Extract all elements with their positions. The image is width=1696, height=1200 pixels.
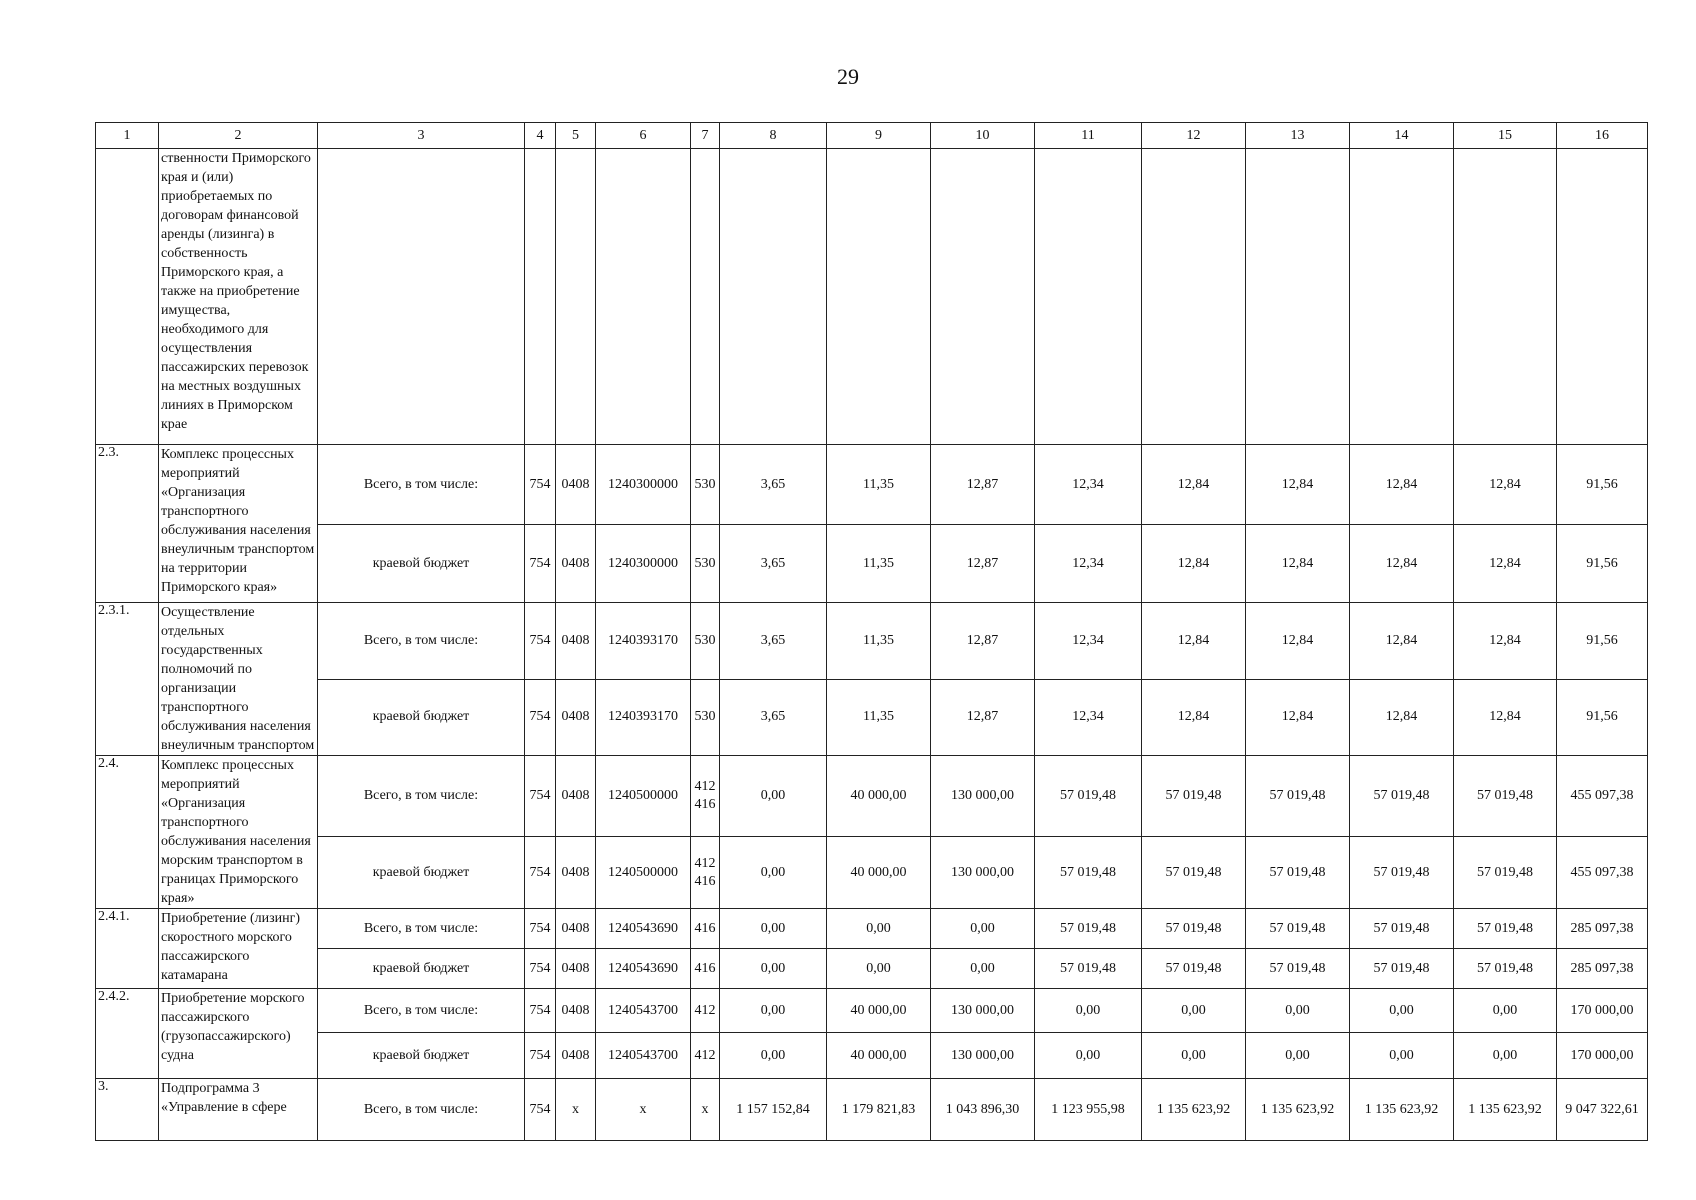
amount-col-10: 12,87	[931, 679, 1035, 756]
funding-source: краевой бюджет	[318, 679, 525, 756]
amount-col-10: 0,00	[931, 909, 1035, 949]
amount-col-9: 11,35	[827, 445, 931, 525]
amount-col-16: 9 047 322,61	[1557, 1079, 1648, 1141]
amount-col-8: 3,65	[720, 603, 827, 680]
column-header-14: 14	[1350, 123, 1454, 149]
column-header-6: 6	[596, 123, 691, 149]
code-ministry: 754	[525, 756, 556, 837]
column-header-1: 1	[96, 123, 159, 149]
amount-col-14: 57 019,48	[1350, 909, 1454, 949]
amount-col-11: 57 019,48	[1035, 909, 1142, 949]
amount-col-14: 12,84	[1350, 445, 1454, 525]
row-number: 2.4.2.	[96, 989, 159, 1079]
budget-table	[95, 122, 1648, 1141]
amount-col-13: 0,00	[1246, 989, 1350, 1033]
funding-source: краевой бюджет	[318, 525, 525, 603]
empty-cell	[931, 149, 1035, 445]
empty-cell	[1142, 149, 1246, 445]
amount-col-10: 130 000,00	[931, 837, 1035, 909]
funding-source: Всего, в том числе:	[318, 603, 525, 680]
amount-col-11: 12,34	[1035, 603, 1142, 680]
amount-col-8: 3,65	[720, 445, 827, 525]
amount-col-14: 1 135 623,92	[1350, 1079, 1454, 1141]
empty-cell	[596, 149, 691, 445]
code-ministry: 754	[525, 837, 556, 909]
amount-col-11: 0,00	[1035, 1033, 1142, 1079]
amount-col-9: 11,35	[827, 603, 931, 680]
empty-cell	[691, 149, 720, 445]
amount-col-8: 3,65	[720, 525, 827, 603]
column-header-4: 4	[525, 123, 556, 149]
funding-source: краевой бюджет	[318, 949, 525, 989]
funding-source: Всего, в том числе:	[318, 756, 525, 837]
amount-col-11: 12,34	[1035, 679, 1142, 756]
amount-col-15: 12,84	[1454, 525, 1557, 603]
code-ministry: 754	[525, 679, 556, 756]
column-header-9: 9	[827, 123, 931, 149]
amount-col-12: 57 019,48	[1142, 837, 1246, 909]
amount-col-12: 12,84	[1142, 679, 1246, 756]
amount-col-10: 0,00	[931, 949, 1035, 989]
empty-cell	[1035, 149, 1142, 445]
amount-col-8: 0,00	[720, 837, 827, 909]
continuation-row	[96, 149, 1648, 445]
code-ministry: 754	[525, 1033, 556, 1079]
amount-col-8: 0,00	[720, 1033, 827, 1079]
code-target: x	[596, 1079, 691, 1141]
amount-col-16: 285 097,38	[1557, 949, 1648, 989]
column-header-2: 2	[159, 123, 318, 149]
empty-cell	[1557, 149, 1648, 445]
amount-col-16: 455 097,38	[1557, 837, 1648, 909]
amount-col-8: 3,65	[720, 679, 827, 756]
page-number: 29	[837, 64, 859, 89]
funding-source: Всего, в том числе:	[318, 445, 525, 525]
amount-col-14: 12,84	[1350, 525, 1454, 603]
amount-col-12: 12,84	[1142, 603, 1246, 680]
amount-col-13: 57 019,48	[1246, 837, 1350, 909]
table-row	[96, 445, 1648, 525]
measure-name: Приобретение морского пассажирского (грузопассажирского) судна	[159, 989, 318, 1079]
amount-col-12: 57 019,48	[1142, 949, 1246, 989]
empty-cell	[720, 149, 827, 445]
code-target: 1240543700	[596, 1033, 691, 1079]
measure-name: Подпрограмма 3 «Управление в сфере	[159, 1079, 318, 1141]
measure-name: Комплекс процессных мероприятий «Организация транспортного обслуживания населения морским транспортом в границах Приморского края»	[159, 756, 318, 909]
code-target: 1240300000	[596, 525, 691, 603]
code-expense-type: 412	[691, 989, 720, 1033]
table-row	[96, 1033, 1648, 1079]
amount-col-10: 130 000,00	[931, 989, 1035, 1033]
measure-name: Комплекс процессных мероприятий «Организация транспортного обслуживания населения внеуличным транспортом на территории Приморского края»	[159, 445, 318, 603]
continuation-description: ственности Приморского края и (или) приобретаемых по договорам финансовой аренды (лизинга) в собственность Приморского края, а также на приобретение имущества, необходимого для осуществления пассажирских перевозок на местных воздушных линиях в Приморском крае	[159, 149, 318, 445]
amount-col-15: 0,00	[1454, 989, 1557, 1033]
amount-col-11: 57 019,48	[1035, 837, 1142, 909]
empty-cell	[1246, 149, 1350, 445]
code-section: 0408	[556, 756, 596, 837]
code-ministry: 754	[525, 603, 556, 680]
code-expense-type: 412	[691, 1033, 720, 1079]
column-header-15: 15	[1454, 123, 1557, 149]
amount-col-16: 91,56	[1557, 525, 1648, 603]
amount-col-10: 1 043 896,30	[931, 1079, 1035, 1141]
amount-col-8: 0,00	[720, 756, 827, 837]
amount-col-14: 12,84	[1350, 603, 1454, 680]
column-header-3: 3	[318, 123, 525, 149]
code-target: 1240500000	[596, 756, 691, 837]
row-number: 3.	[96, 1079, 159, 1141]
amount-col-10: 12,87	[931, 445, 1035, 525]
code-target: 1240300000	[596, 445, 691, 525]
code-target: 1240543690	[596, 909, 691, 949]
amount-col-16: 285 097,38	[1557, 909, 1648, 949]
table-row	[96, 837, 1648, 909]
amount-col-15: 12,84	[1454, 603, 1557, 680]
code-target: 1240543690	[596, 949, 691, 989]
amount-col-15: 57 019,48	[1454, 837, 1557, 909]
code-ministry: 754	[525, 909, 556, 949]
amount-col-11: 12,34	[1035, 525, 1142, 603]
amount-col-16: 91,56	[1557, 679, 1648, 756]
table-row	[96, 525, 1648, 603]
amount-col-13: 57 019,48	[1246, 949, 1350, 989]
code-expense-type: x	[691, 1079, 720, 1141]
amount-col-9: 11,35	[827, 525, 931, 603]
funding-source: Всего, в том числе:	[318, 1079, 525, 1141]
code-expense-type: 412 416	[691, 756, 720, 837]
funding-source: Всего, в том числе:	[318, 909, 525, 949]
amount-col-14: 12,84	[1350, 679, 1454, 756]
amount-col-12: 57 019,48	[1142, 909, 1246, 949]
column-header-12: 12	[1142, 123, 1246, 149]
amount-col-15: 0,00	[1454, 1033, 1557, 1079]
table-row	[96, 756, 1648, 837]
amount-col-12: 12,84	[1142, 445, 1246, 525]
amount-col-11: 57 019,48	[1035, 949, 1142, 989]
empty-cell	[556, 149, 596, 445]
code-section: 0408	[556, 525, 596, 603]
code-section: 0408	[556, 909, 596, 949]
empty-cell	[525, 149, 556, 445]
amount-col-10: 12,87	[931, 525, 1035, 603]
amount-col-14: 57 019,48	[1350, 837, 1454, 909]
amount-col-13: 57 019,48	[1246, 909, 1350, 949]
code-expense-type: 412 416	[691, 837, 720, 909]
amount-col-15: 57 019,48	[1454, 949, 1557, 989]
column-header-11: 11	[1035, 123, 1142, 149]
amount-col-9: 40 000,00	[827, 837, 931, 909]
code-section: 0408	[556, 949, 596, 989]
code-section: 0408	[556, 679, 596, 756]
code-ministry: 754	[525, 949, 556, 989]
table-row	[96, 679, 1648, 756]
code-target: 1240393170	[596, 603, 691, 680]
amount-col-13: 12,84	[1246, 525, 1350, 603]
amount-col-9: 1 179 821,83	[827, 1079, 931, 1141]
amount-col-12: 0,00	[1142, 989, 1246, 1033]
table-row	[96, 949, 1648, 989]
row-number: 2.4.	[96, 756, 159, 909]
column-header-16: 16	[1557, 123, 1648, 149]
amount-col-12: 0,00	[1142, 1033, 1246, 1079]
amount-col-12: 12,84	[1142, 525, 1246, 603]
amount-col-13: 57 019,48	[1246, 756, 1350, 837]
column-header-7: 7	[691, 123, 720, 149]
amount-col-9: 40 000,00	[827, 1033, 931, 1079]
row-id-cell	[96, 149, 159, 445]
amount-col-8: 0,00	[720, 909, 827, 949]
column-header-5: 5	[556, 123, 596, 149]
empty-cell	[1454, 149, 1557, 445]
empty-cell	[318, 149, 525, 445]
amount-col-14: 57 019,48	[1350, 949, 1454, 989]
amount-col-8: 0,00	[720, 949, 827, 989]
amount-col-9: 0,00	[827, 909, 931, 949]
amount-col-11: 0,00	[1035, 989, 1142, 1033]
empty-cell	[1350, 149, 1454, 445]
amount-col-15: 57 019,48	[1454, 909, 1557, 949]
amount-col-16: 170 000,00	[1557, 1033, 1648, 1079]
amount-col-14: 0,00	[1350, 1033, 1454, 1079]
code-expense-type: 530	[691, 679, 720, 756]
amount-col-11: 12,34	[1035, 445, 1142, 525]
funding-source: краевой бюджет	[318, 837, 525, 909]
row-number: 2.3.1.	[96, 603, 159, 756]
measure-name: Приобретение (лизинг) скоростного морского пассажирского катамарана	[159, 909, 318, 989]
code-section: 0408	[556, 603, 596, 680]
column-header-10: 10	[931, 123, 1035, 149]
code-target: 1240543700	[596, 989, 691, 1033]
code-expense-type: 416	[691, 909, 720, 949]
amount-col-14: 57 019,48	[1350, 756, 1454, 837]
amount-col-10: 130 000,00	[931, 756, 1035, 837]
amount-col-11: 57 019,48	[1035, 756, 1142, 837]
code-section: 0408	[556, 989, 596, 1033]
amount-col-15: 12,84	[1454, 445, 1557, 525]
funding-source: краевой бюджет	[318, 1033, 525, 1079]
amount-col-11: 1 123 955,98	[1035, 1079, 1142, 1141]
amount-col-15: 57 019,48	[1454, 756, 1557, 837]
code-target: 1240393170	[596, 679, 691, 756]
code-expense-type: 530	[691, 525, 720, 603]
amount-col-14: 0,00	[1350, 989, 1454, 1033]
amount-col-13: 12,84	[1246, 679, 1350, 756]
amount-col-9: 0,00	[827, 949, 931, 989]
amount-col-8: 0,00	[720, 989, 827, 1033]
code-target: 1240500000	[596, 837, 691, 909]
table-row	[96, 989, 1648, 1033]
amount-col-9: 11,35	[827, 679, 931, 756]
amount-col-13: 12,84	[1246, 445, 1350, 525]
code-section: x	[556, 1079, 596, 1141]
amount-col-12: 1 135 623,92	[1142, 1079, 1246, 1141]
empty-cell	[827, 149, 931, 445]
funding-source: Всего, в том числе:	[318, 989, 525, 1033]
code-ministry: 754	[525, 989, 556, 1033]
amount-col-9: 40 000,00	[827, 989, 931, 1033]
amount-col-10: 130 000,00	[931, 1033, 1035, 1079]
row-number: 2.3.	[96, 445, 159, 603]
amount-col-16: 170 000,00	[1557, 989, 1648, 1033]
amount-col-8: 1 157 152,84	[720, 1079, 827, 1141]
table-row	[96, 909, 1648, 949]
amount-col-9: 40 000,00	[827, 756, 931, 837]
amount-col-16: 91,56	[1557, 445, 1648, 525]
code-ministry: 754	[525, 525, 556, 603]
amount-col-10: 12,87	[931, 603, 1035, 680]
amount-col-15: 1 135 623,92	[1454, 1079, 1557, 1141]
code-ministry: 754	[525, 1079, 556, 1141]
measure-name: Осуществление отдельных государственных полномочий по организации транспортного обслуживания населения внеуличным транспортом	[159, 603, 318, 756]
code-ministry: 754	[525, 445, 556, 525]
code-section: 0408	[556, 445, 596, 525]
code-expense-type: 416	[691, 949, 720, 989]
table-row	[96, 1079, 1648, 1141]
code-section: 0408	[556, 1033, 596, 1079]
row-number: 2.4.1.	[96, 909, 159, 989]
code-section: 0408	[556, 837, 596, 909]
code-expense-type: 530	[691, 603, 720, 680]
amount-col-16: 455 097,38	[1557, 756, 1648, 837]
column-header-8: 8	[720, 123, 827, 149]
amount-col-13: 1 135 623,92	[1246, 1079, 1350, 1141]
table-row	[96, 603, 1648, 680]
amount-col-13: 12,84	[1246, 603, 1350, 680]
column-header-13: 13	[1246, 123, 1350, 149]
amount-col-12: 57 019,48	[1142, 756, 1246, 837]
amount-col-15: 12,84	[1454, 679, 1557, 756]
code-expense-type: 530	[691, 445, 720, 525]
amount-col-13: 0,00	[1246, 1033, 1350, 1079]
amount-col-16: 91,56	[1557, 603, 1648, 680]
header-row	[96, 123, 1648, 149]
